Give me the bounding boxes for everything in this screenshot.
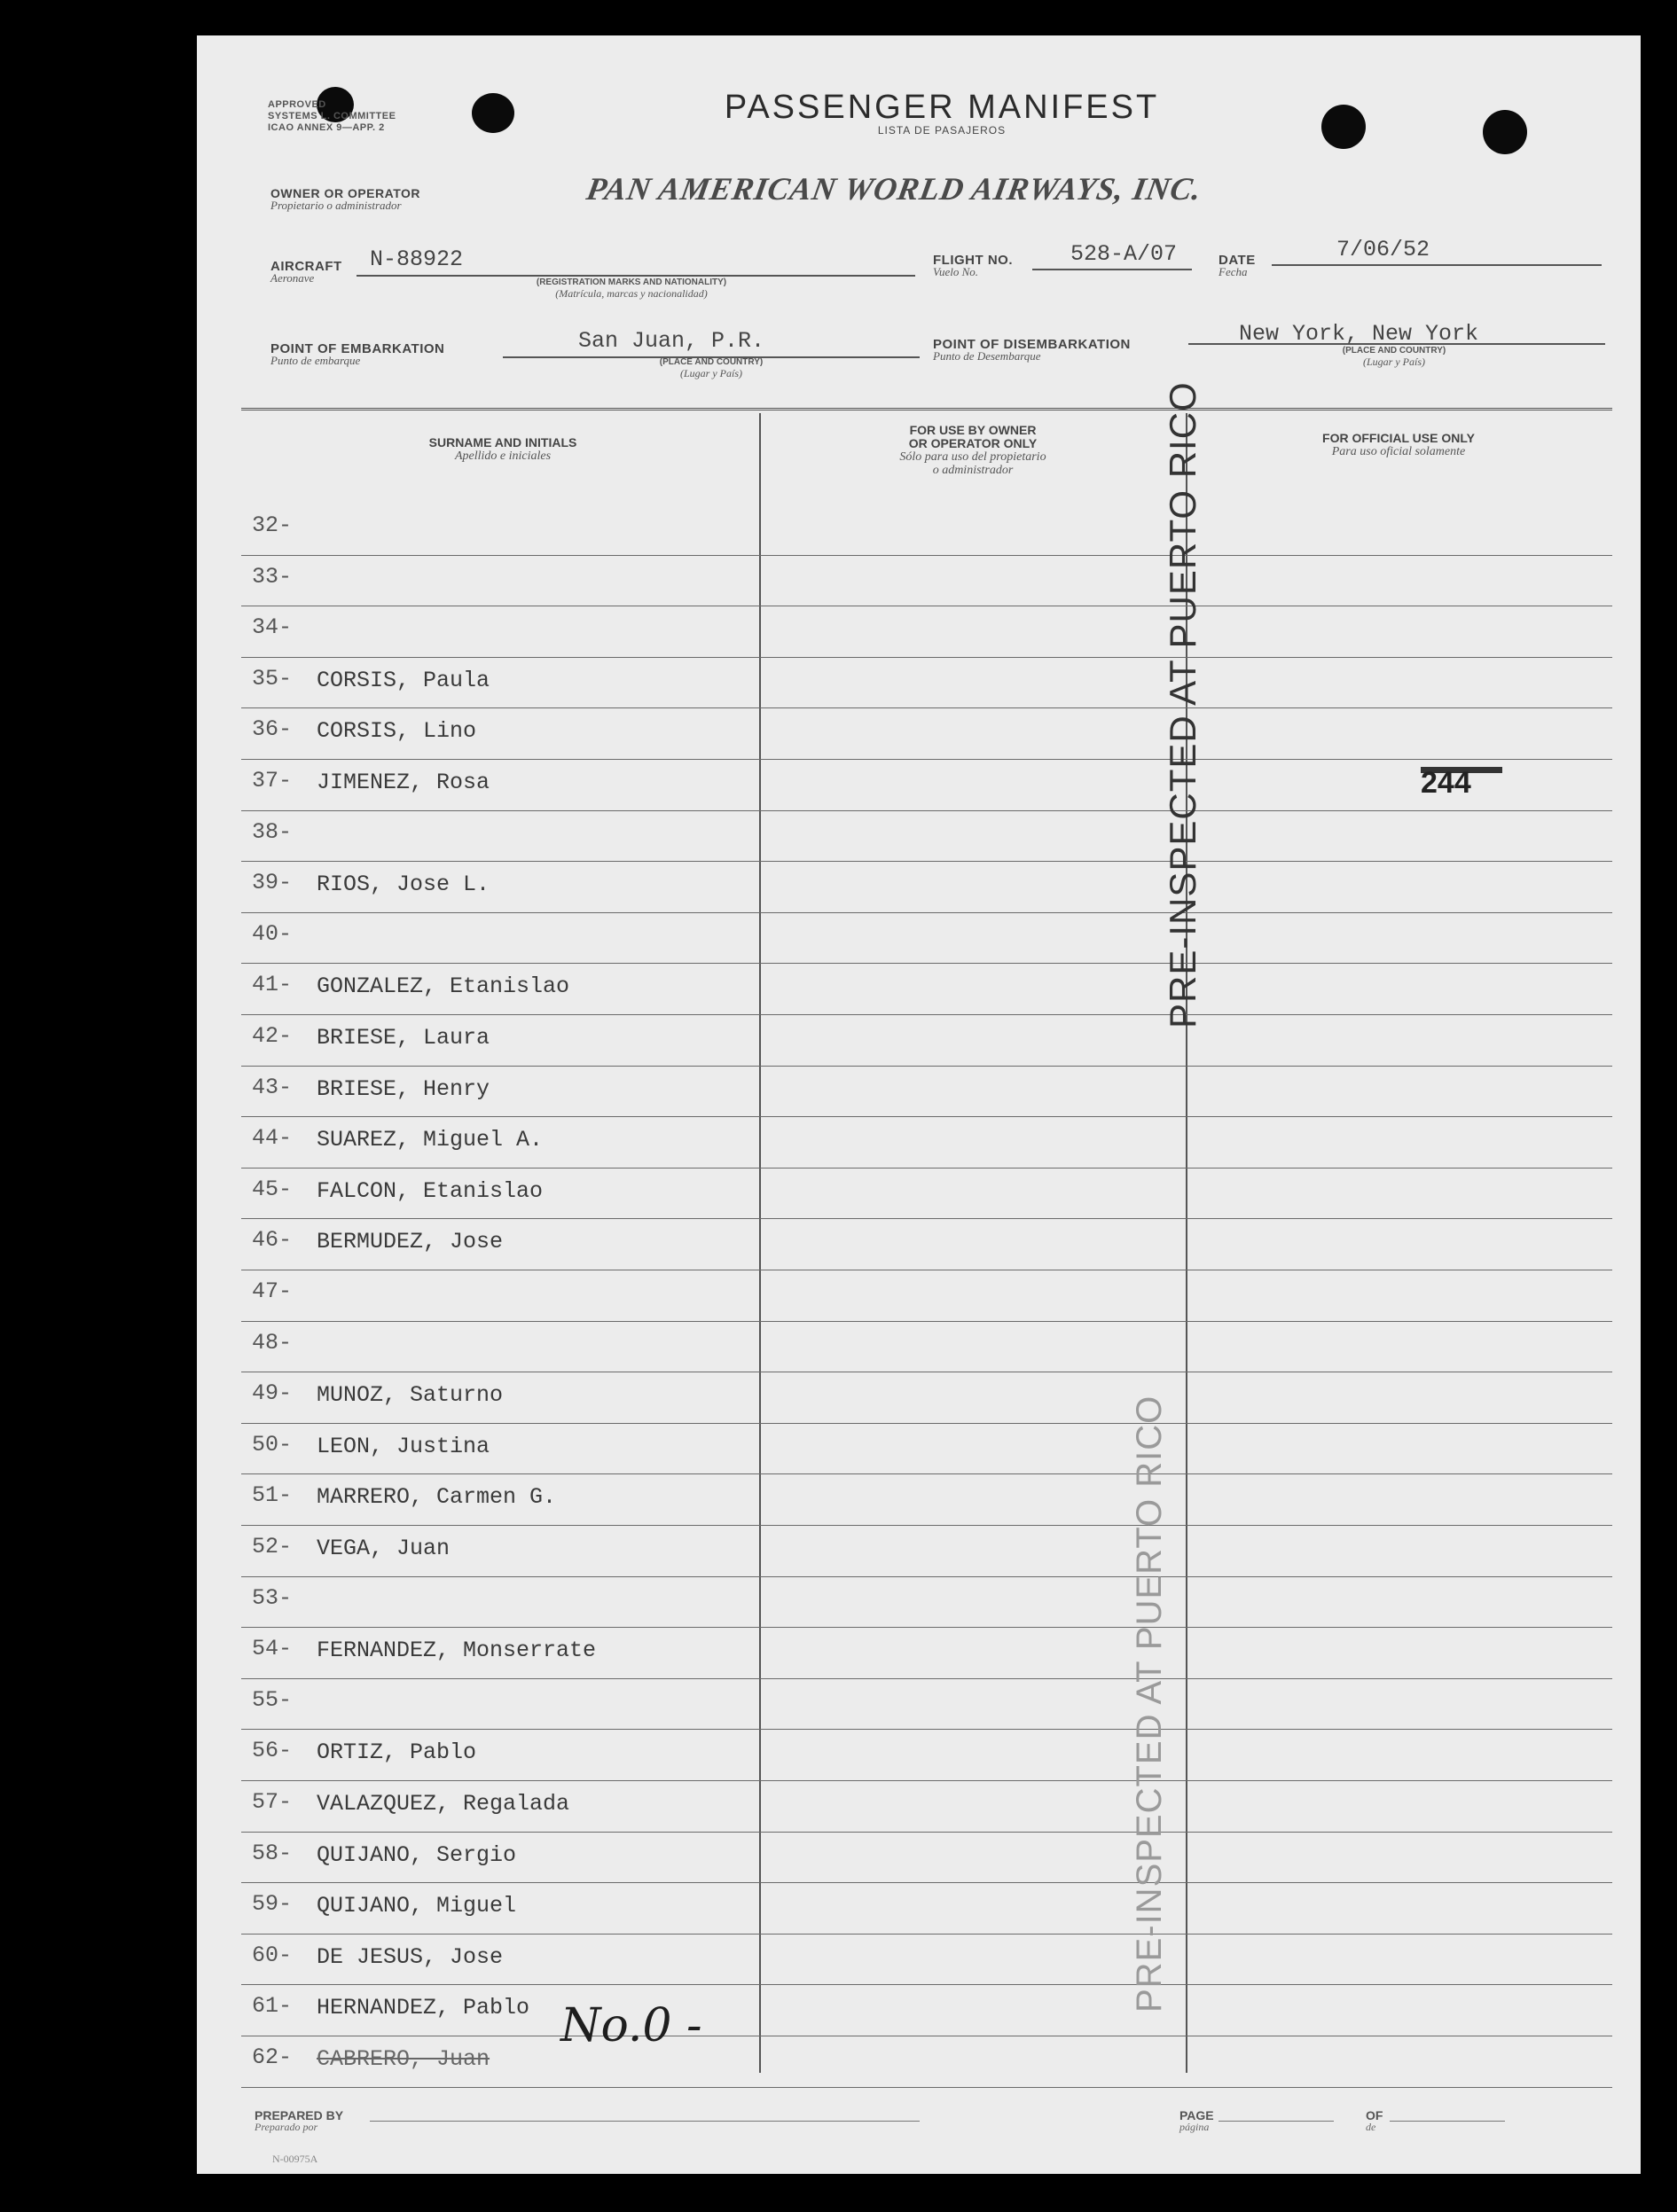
row-rule xyxy=(241,1218,1612,1219)
embark-value: San Juan, P.R. xyxy=(578,328,765,354)
column-header-official-es: Para uso oficial solamente xyxy=(1331,445,1466,458)
disembark-label-block xyxy=(933,337,1131,363)
passenger-name: MARRERO, Carmen G. xyxy=(317,1484,557,1511)
column-header-operator-es-l2: o administrador xyxy=(932,464,1014,477)
row-number: 40- xyxy=(252,920,293,947)
passenger-name: SUAREZ, Miguel A. xyxy=(317,1127,544,1153)
passenger-name: GONZALEZ, Etanislao xyxy=(317,973,570,1000)
page-title: PASSENGER MANIFEST xyxy=(724,89,1160,126)
flight-label: FLIGHT NO. xyxy=(933,253,1013,268)
row-number: 53- xyxy=(252,1584,293,1611)
flight-label-block xyxy=(933,253,1013,279)
row-number: 36- xyxy=(252,716,293,743)
passenger-name: CORSIS, Paula xyxy=(317,667,490,693)
row-rule xyxy=(241,1066,1612,1067)
row-number: 44- xyxy=(252,1125,293,1152)
row-rule xyxy=(241,1729,1612,1730)
embark-label-block xyxy=(270,341,444,368)
row-rule xyxy=(241,657,1612,658)
row-rule xyxy=(241,1014,1612,1015)
page-label-block xyxy=(1179,2108,1214,2134)
passenger-name: VEGA, Juan xyxy=(317,1536,451,1561)
row-number: 35- xyxy=(252,665,293,692)
column-header-surname-es: Apellido e iniciales xyxy=(454,449,552,463)
page-subtitle: LISTA DE PASAJEROS xyxy=(877,124,1007,137)
aircraft-label-es: Aeronave xyxy=(270,271,315,285)
punch-hole-2 xyxy=(472,93,514,133)
row-number: 39- xyxy=(252,870,293,896)
approval-line-3: ICAO ANNEX 9—APP. 2 xyxy=(268,122,385,133)
row-rule xyxy=(241,963,1612,964)
row-number: 46- xyxy=(252,1227,293,1254)
date-value: 7/06/52 xyxy=(1336,237,1430,262)
date-label: DATE xyxy=(1219,253,1256,268)
owner-label-es: Propietario o administrador xyxy=(270,199,402,212)
row-rule xyxy=(241,1984,1612,1985)
row-number: 58- xyxy=(252,1840,293,1866)
embark-label: POINT OF EMBARKATION xyxy=(270,341,445,356)
row-rule xyxy=(241,1423,1612,1424)
prepared-by-label: PREPARED BY xyxy=(255,2108,344,2122)
aircraft-underline xyxy=(357,275,915,277)
date-label-es: Fecha xyxy=(1219,265,1248,278)
inspection-stamp-bottom: PRE-INSPECTED AT PUERTO RICO xyxy=(1130,1395,1169,2013)
passenger-name: BRIESE, Laura xyxy=(317,1025,490,1051)
approval-line-1: APPROVED xyxy=(268,99,326,110)
aircraft-hint-es: (Matrícula, marcas y nacionalidad) xyxy=(555,287,708,300)
embark-label-es: Punto de embarque xyxy=(270,354,361,367)
column-header-operator-es-l1: Sólo para uso del propietario xyxy=(899,450,1046,464)
row-number: 41- xyxy=(252,972,293,998)
column-header-operator-l1: FOR USE BY OWNER xyxy=(909,423,1037,437)
row-number: 52- xyxy=(252,1534,293,1559)
passenger-name: DE JESUS, Jose xyxy=(317,1943,504,1970)
row-rule xyxy=(241,1525,1612,1526)
flight-underline xyxy=(1032,269,1192,270)
passenger-name: ORTIZ, Pablo xyxy=(317,1739,477,1766)
passenger-name: QUIJANO, Sergio xyxy=(317,1841,517,1868)
disembark-hint-es: (Lugar y País) xyxy=(1363,356,1425,368)
column-divider-1 xyxy=(759,413,761,2073)
row-number: 49- xyxy=(252,1380,293,1407)
row-number: 51- xyxy=(252,1482,293,1509)
of-label-block xyxy=(1366,2108,1383,2134)
row-rule xyxy=(241,707,1612,708)
flight-value: 528-A/07 xyxy=(1070,241,1178,267)
passenger-name: CORSIS, Lino xyxy=(317,718,477,745)
punch-hole-3 xyxy=(1321,105,1366,149)
passenger-name: MUNOZ, Saturno xyxy=(317,1382,504,1409)
row-number: 59- xyxy=(252,1891,293,1918)
flight-label-es: Vuelo No. xyxy=(933,265,979,278)
disembark-label-es: Punto de Desembarque xyxy=(933,349,1041,363)
row-rule xyxy=(241,861,1612,862)
row-number: 50- xyxy=(252,1431,293,1458)
column-header-surname-en: SURNAME AND INITIALS xyxy=(428,435,577,449)
row-rule xyxy=(241,1473,1612,1474)
passenger-name: QUIJANO, Miguel xyxy=(317,1893,517,1919)
row-number: 32- xyxy=(252,512,293,538)
row-rule xyxy=(241,1882,1612,1883)
passenger-name: FALCON, Etanislao xyxy=(317,1177,544,1204)
embark-hint-es: (Lugar y País) xyxy=(680,367,742,379)
passenger-name: VALAZQUEZ, Regalada xyxy=(317,1791,570,1817)
passenger-name: LEON, Justina xyxy=(317,1433,490,1459)
manifest-sheet xyxy=(197,35,1641,2174)
row-rule xyxy=(241,1678,1612,1679)
row-number: 55- xyxy=(252,1686,293,1713)
row-number: 37- xyxy=(252,768,293,793)
row-rule xyxy=(241,912,1612,913)
table-top-rule xyxy=(241,408,1612,410)
column-header-operator xyxy=(764,424,1181,477)
passenger-name: HERNANDEZ, Pablo xyxy=(317,1995,530,2021)
aircraft-label-block xyxy=(270,259,342,285)
row-number: 33- xyxy=(252,563,293,590)
row-number: 60- xyxy=(252,1942,293,1968)
row-rule xyxy=(241,1116,1612,1117)
passenger-name: BRIESE, Henry xyxy=(317,1075,490,1102)
company-name: PAN AMERICAN WORLD AIRWAYS, INC. xyxy=(584,171,1205,207)
aircraft-value: N-88922 xyxy=(370,246,464,272)
row-number: 57- xyxy=(252,1789,293,1815)
owner-label-block xyxy=(270,186,420,213)
column-header-operator-l2: OR OPERATOR ONLY xyxy=(908,436,1038,450)
page-label: PAGE xyxy=(1179,2108,1214,2122)
passenger-name: JIMENEZ, Rosa xyxy=(317,770,490,795)
passenger-name: CABRERO, Juan xyxy=(317,2046,490,2072)
disembark-hint-block xyxy=(1288,346,1501,369)
form-number: N-00975A xyxy=(272,2153,318,2165)
row-number: 45- xyxy=(252,1176,293,1202)
row-rule xyxy=(241,1321,1612,1322)
row-number: 54- xyxy=(252,1636,293,1662)
date-underline xyxy=(1272,264,1602,266)
column-header-surname xyxy=(250,436,756,463)
punch-hole-4 xyxy=(1483,110,1527,154)
prepared-by-block xyxy=(255,2108,343,2134)
page-underline xyxy=(1219,2121,1334,2122)
row-number: 48- xyxy=(252,1329,293,1356)
row-rule xyxy=(241,1576,1612,1577)
passenger-name: BERMUDEZ, Jose xyxy=(317,1229,504,1255)
row-rule xyxy=(241,555,1612,556)
handwritten-note: No.0 - xyxy=(560,1999,702,2052)
disembark-hint: (PLACE AND COUNTRY) xyxy=(1342,346,1446,356)
aircraft-hint: (REGISTRATION MARKS AND NATIONALITY) xyxy=(536,277,727,287)
passenger-name: FERNANDEZ, Monserrate xyxy=(317,1638,597,1664)
row-rule xyxy=(241,759,1612,760)
of-label-es: de xyxy=(1366,2121,1376,2133)
aircraft-label: AIRCRAFT xyxy=(270,259,342,274)
of-label: OF xyxy=(1366,2108,1383,2122)
official-number: 244 xyxy=(1421,766,1471,800)
row-rule xyxy=(241,1168,1612,1169)
prepared-by-underline xyxy=(370,2121,920,2122)
column-header-official-en: FOR OFFICIAL USE ONLY xyxy=(1322,431,1475,445)
prepared-by-label-es: Preparado por xyxy=(255,2121,318,2133)
row-number: 61- xyxy=(252,1993,293,2020)
date-label-block xyxy=(1219,253,1256,279)
owner-label: OWNER OR OPERATOR xyxy=(270,186,420,200)
approval-line-2: SYSTEMS L. COMMITTEE xyxy=(268,111,396,121)
row-number: 43- xyxy=(252,1074,293,1100)
row-number: 47- xyxy=(252,1278,293,1304)
row-number: 56- xyxy=(252,1738,293,1764)
row-rule xyxy=(241,2087,1612,2088)
passenger-name: RIOS, Jose L. xyxy=(317,872,490,898)
disembark-value: New York, New York xyxy=(1239,321,1479,347)
of-underline xyxy=(1390,2121,1505,2122)
approval-block xyxy=(268,99,396,134)
embark-hint-block xyxy=(605,357,818,380)
row-number: 42- xyxy=(252,1023,293,1049)
aircraft-hint-block xyxy=(463,277,800,301)
row-number: 62- xyxy=(252,2044,293,2070)
row-rule xyxy=(241,1832,1612,1833)
row-number: 34- xyxy=(252,614,293,641)
page-label-es: página xyxy=(1179,2121,1210,2133)
row-rule xyxy=(241,810,1612,811)
column-header-official xyxy=(1190,432,1607,458)
row-rule xyxy=(241,1627,1612,1628)
embark-hint: (PLACE AND COUNTRY) xyxy=(659,357,764,367)
row-number: 38- xyxy=(252,818,293,845)
row-rule xyxy=(241,1934,1612,1935)
inspection-stamp-top: PRE-INSPECTED AT PUERTO RICO xyxy=(1162,381,1203,1028)
disembark-label: POINT OF DISEMBARKATION xyxy=(933,337,1131,352)
row-rule xyxy=(241,1780,1612,1781)
